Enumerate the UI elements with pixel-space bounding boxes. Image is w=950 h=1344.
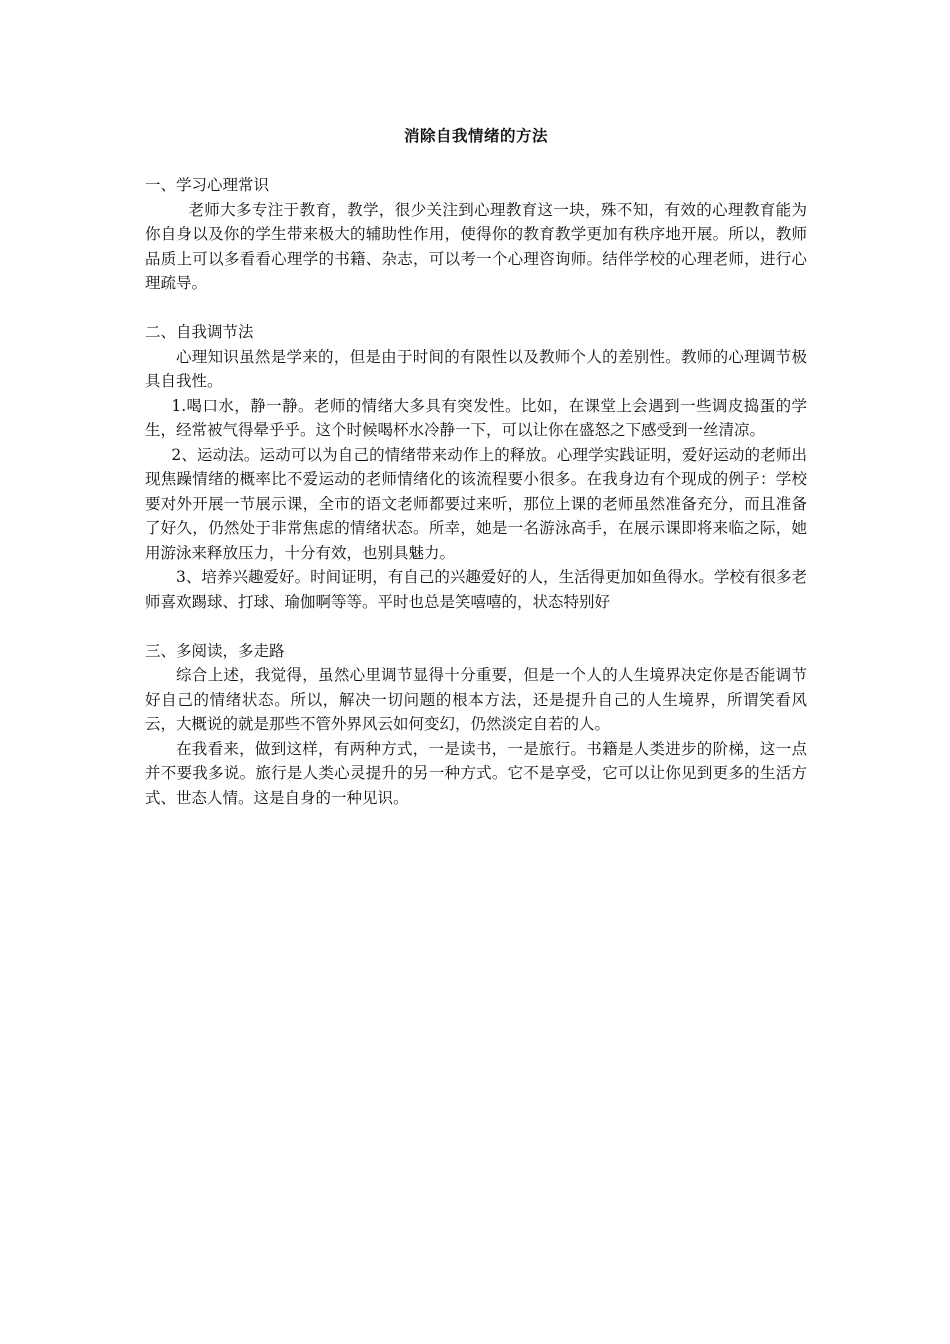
section-heading: 一、学习心理常识 [145,176,270,194]
paragraph: 综合上述，我觉得，虽然心里调节显得十分重要，但是一个人的人生境界决定你是否能调节好自己的情绪状态。所以，解决一切问题的根本方法，还是提升自己的人生境界，所谓笑看风云，大概说的就是那些不管外界风云如何变幻，仍然淡定自若的人。 [145,666,807,733]
document-title: 消除自我情绪的方法 [403,126,548,145]
section-heading: 二、自我调节法 [145,323,254,341]
paragraph: 在我看来，做到这样，有两种方式，一是读书，一是旅行。书籍是人类进步的阶梯，这一点并不要我多说。旅行是人类心灵提升的另一种方式。它不是享受，它可以让你见到更多的生活方式、世态人情。这是自身的一种见识。 [145,739,807,807]
paragraph: 老师大多专注于教育，教学，很少关注到心理教育这一块，殊不知，有效的心理教育能为你自身以及你的学生带来极大的辅助性作用，使得你的教育教学更加有秩序地开展。所以，教师品质上可以多看看心理学的书籍、杂志，可以考一个心理咨询师。结伴学校的心理老师，进行心理疏导。 [145,200,807,292]
paragraph: 1.喝口水，静一静。老师的情绪大多具有突发性。比如，在课堂上会遇到一些调皮捣蛋的学生，经常被气得晕乎乎。这个时候喝杯水冷静一下，可以让你在盛怒之下感受到一丝清凉。 [145,396,807,439]
paragraph: 心理知识虽然是学来的，但是由于时间的有限性以及教师个人的差别性。教师的心理调节极具自我性。 [145,347,807,390]
section-1 [145,173,807,296]
section-heading: 三、多阅读，多走路 [145,641,285,660]
section-2 [145,320,807,614]
section-3 [145,639,807,811]
document-body [145,124,807,835]
paragraph: 3、培养兴趣爱好。时间证明，有自己的兴趣爱好的人，生活得更加如鱼得水。学校有很多老师喜欢踢球、打球、瑜伽啊等等。平时也总是笑嘻嘻的，状态特别好 [145,568,807,611]
paragraph: 2、运动法。运动可以为自己的情绪带来动作上的释放。心理学实践证明，爱好运动的老师出现焦躁情绪的概率比不爱运动的老师情绪化的该流程要小很多。在我身边有个现成的例子：学校要对外开展一节展示课，全市的语文老师都要过来听，那位上课的老师虽然准备充分，而且准备了好久，仍然处于非常焦虑的情绪状态。所幸，她是一名游泳高手，在展示课即将来临之际，她用游泳来释放压力，十分有效，也别具魅力。 [145,445,807,562]
